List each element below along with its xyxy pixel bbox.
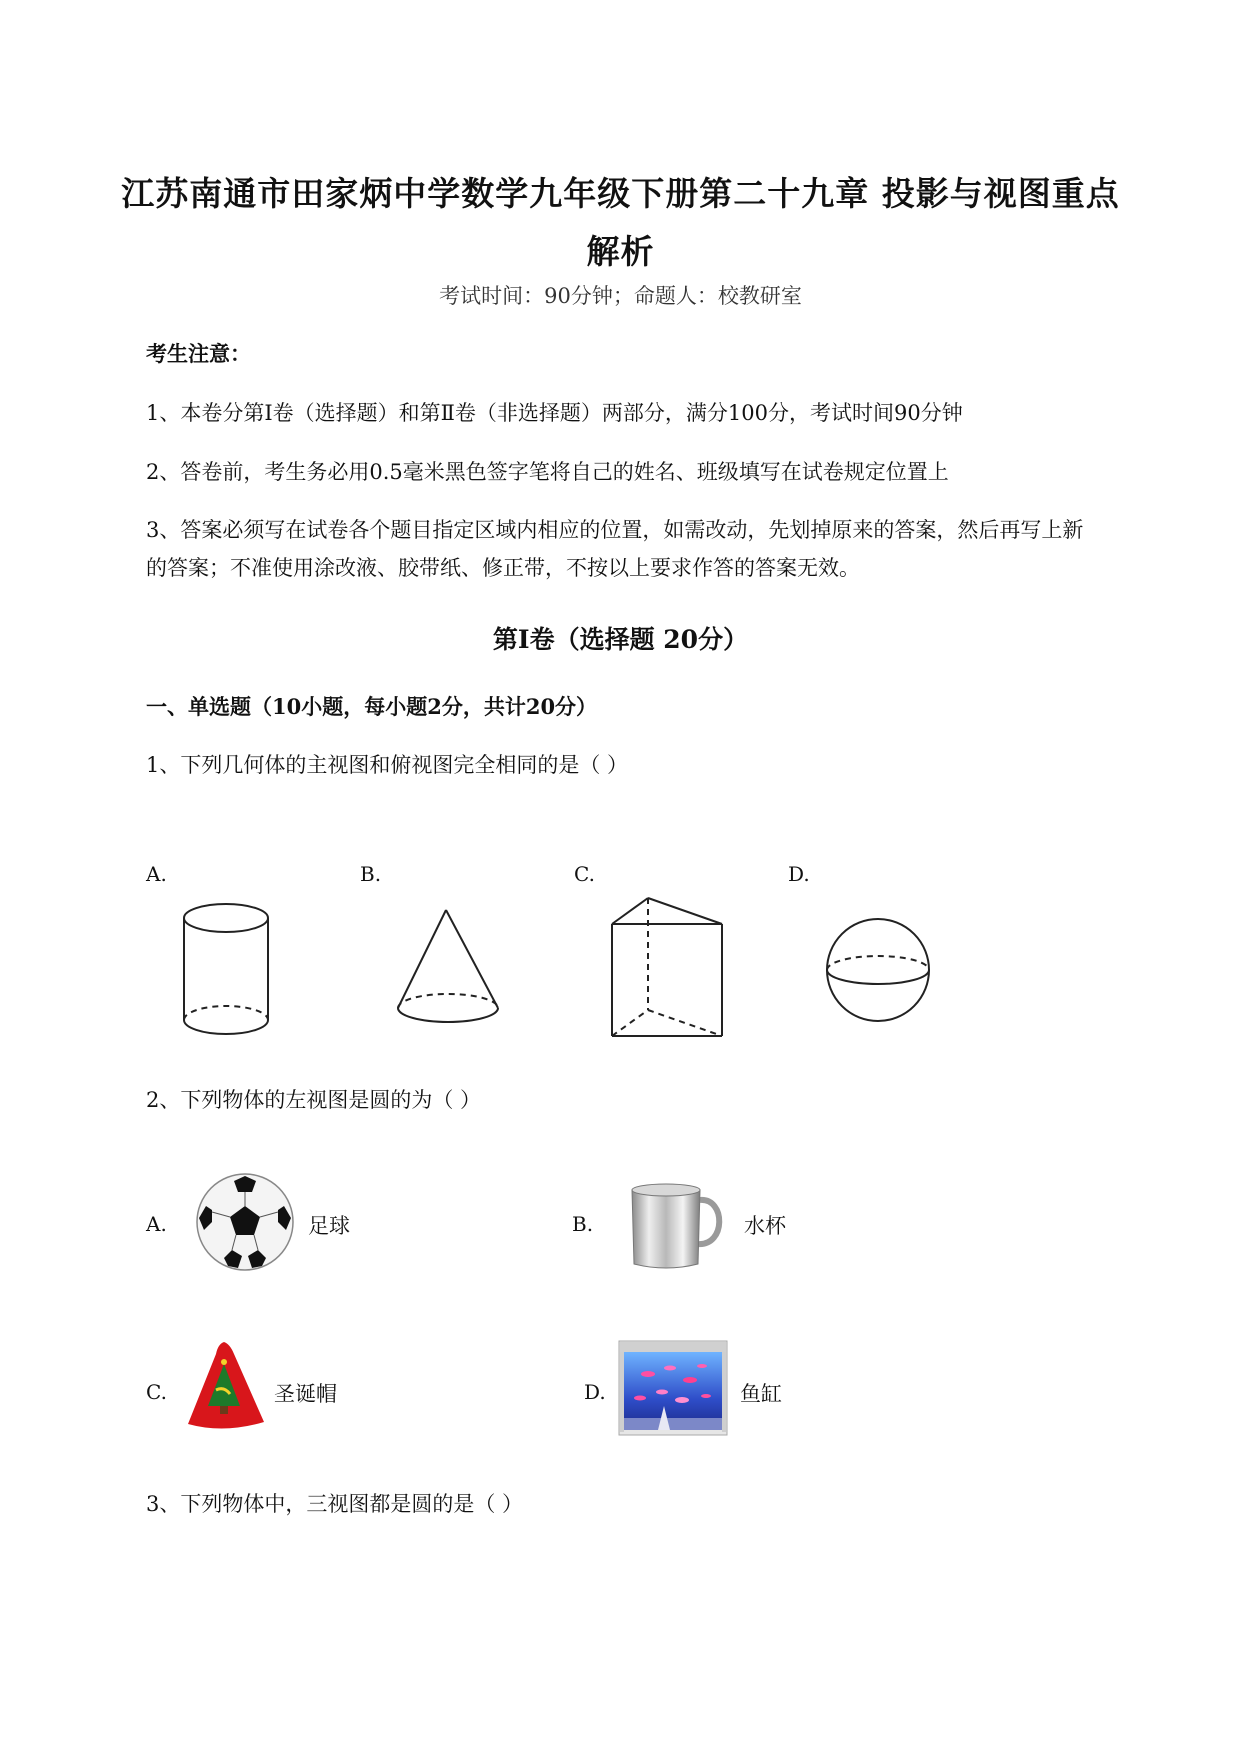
exam-info: 考试时间：90分钟；命题人：校教研室 <box>439 284 802 308</box>
section-title: 第I卷（选择题 20分） <box>492 625 749 654</box>
q1-option-a-label: A. <box>146 862 167 886</box>
q2-option-b-text: 水杯 <box>744 1214 786 1238</box>
soccer-ball-icon <box>194 1172 296 1272</box>
fish-tank-icon <box>618 1340 728 1436</box>
q1-option-d-label: D. <box>788 862 810 886</box>
notice-item-3: 3、答案必须写在试卷各个题目指定区域内相应的位置，如需改动，先划掉原来的答案，然后再写上新 <box>146 518 1084 542</box>
steel-cup-icon <box>626 1180 726 1272</box>
notice-item-2: 2、答卷前，考生务必用0.5毫米黑色签字笔将自己的姓名、班级填写在试卷规定位置上 <box>146 460 949 484</box>
cylinder-icon <box>180 900 280 1040</box>
triangular-prism-icon <box>610 896 726 1038</box>
q2-option-a-label: A. <box>146 1212 167 1236</box>
christmas-hat-icon <box>184 1340 266 1432</box>
q2-option-c-text: 圣诞帽 <box>274 1382 337 1406</box>
question-2-stem: 2、下列物体的左视图是圆的为（ ） <box>146 1088 482 1112</box>
q2-option-d-text: 鱼缸 <box>740 1382 782 1406</box>
notice-heading: 考生注意： <box>146 341 251 366</box>
q1-option-c-label: C. <box>574 862 595 886</box>
q1-option-b-label: B. <box>360 862 382 886</box>
question-3-stem: 3、下列物体中，三视图都是圆的是（ ） <box>146 1492 524 1516</box>
page-title-line1: 江苏南通市田家炳中学数学九年级下册第二十九章 投影与视图重点 <box>121 174 1120 213</box>
part-heading: 一、单选题（10小题，每小题2分，共计20分） <box>146 694 598 719</box>
cone-icon <box>396 908 506 1030</box>
q2-option-b-label: B. <box>572 1212 594 1236</box>
question-1-stem: 1、下列几何体的主视图和俯视图完全相同的是（ ） <box>146 753 629 777</box>
q2-option-a-text: 足球 <box>308 1214 350 1238</box>
notice-item-1: 1、本卷分第I卷（选择题）和第Ⅱ卷（非选择题）两部分，满分100分，考试时间90分钟 <box>146 401 963 425</box>
sphere-icon <box>824 916 932 1024</box>
notice-item-3-continued: 的答案；不准使用涂改液、胶带纸、修正带，不按以上要求作答的答案无效。 <box>146 556 860 580</box>
page-title-line2: 解析 <box>586 232 655 271</box>
q2-option-d-label: D. <box>584 1380 606 1404</box>
q2-option-c-label: C. <box>146 1380 167 1404</box>
